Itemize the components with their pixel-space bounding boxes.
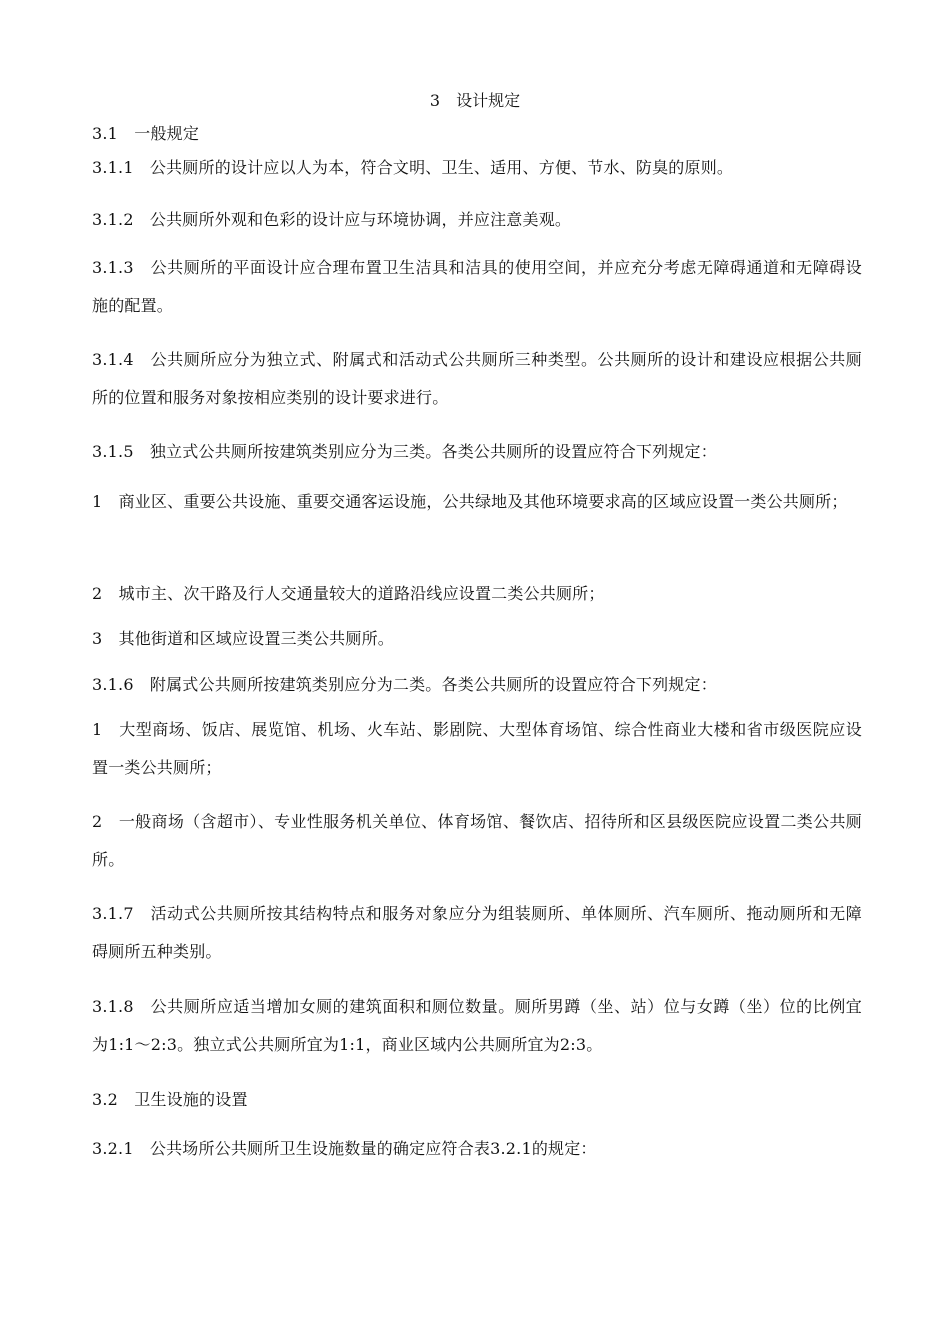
section-heading-3-2: 3.2 卫生设施的设置 — [92, 1090, 248, 1109]
clause-3-1-1: 3.1.1 公共厕所的设计应以人为本，符合文明、卫生、适用、方便、节水、防臭的原则。 — [92, 158, 734, 177]
clause-3-1-6-item-2: 2 一般商场（含超市）、专业性服务机关单位、体育场馆、餐饮店、招待所和区县级医院应设置二类公共厕所。 — [92, 812, 862, 869]
clause-3-1-5-item-3: 3 其他街道和区域应设置三类公共厕所。 — [92, 629, 394, 648]
clause-3-1-7: 3.1.7 活动式公共厕所按其结构特点和服务对象应分为组装厕所、单体厕所、汽车厕所、拖动厕所和无障碍厕所五种类别。 — [92, 904, 862, 961]
chapter-title: 3 设计规定 — [429, 91, 521, 110]
clause-3-1-6: 3.1.6 附属式公共厕所按建筑类别应分为二类。各类公共厕所的设置应符合下列规定： — [92, 675, 717, 694]
clause-3-1-5-item-2: 2 城市主、次干路及行人交通量较大的道路沿线应设置二类公共厕所； — [92, 584, 605, 603]
clause-3-1-6-item-1: 1 大型商场、饭店、展览馆、机场、火车站、影剧院、大型体育场馆、综合性商业大楼和省市级医院应设置一类公共厕所； — [92, 720, 862, 777]
section-heading-3-1: 3.1 一般规定 — [92, 124, 200, 143]
clause-3-2-1: 3.2.1 公共场所公共厕所卫生设施数量的确定应符合表3.2.1的规定： — [92, 1139, 597, 1158]
clause-3-1-5-item-1: 1 商业区、重要公共设施、重要交通客运设施，公共绿地及其他环境要求高的区域应设置一类公共厕所； — [92, 492, 848, 511]
clause-3-1-5: 3.1.5 独立式公共厕所按建筑类别应分为三类。各类公共厕所的设置应符合下列规定： — [92, 442, 717, 461]
clause-3-1-8: 3.1.8 公共厕所应适当增加女厕的建筑面积和厕位数量。厕所男蹲（坐、站）位与女蹲（坐）位的比例宜为1:1～2:3。独立式公共厕所宜为1:1，商业区域内公共厕所宜为2:3。 — [92, 997, 862, 1054]
clause-3-1-2: 3.1.2 公共厕所外观和色彩的设计应与环境协调，并应注意美观。 — [92, 210, 572, 229]
clause-3-1-4: 3.1.4 公共厕所应分为独立式、附属式和活动式公共厕所三种类型。公共厕所的设计和建设应根据公共厕所的位置和服务对象按相应类别的设计要求进行。 — [92, 350, 862, 407]
clause-3-1-3: 3.1.3 公共厕所的平面设计应合理布置卫生洁具和洁具的使用空间，并应充分考虑无障碍通道和无障碍设施的配置。 — [92, 258, 862, 315]
